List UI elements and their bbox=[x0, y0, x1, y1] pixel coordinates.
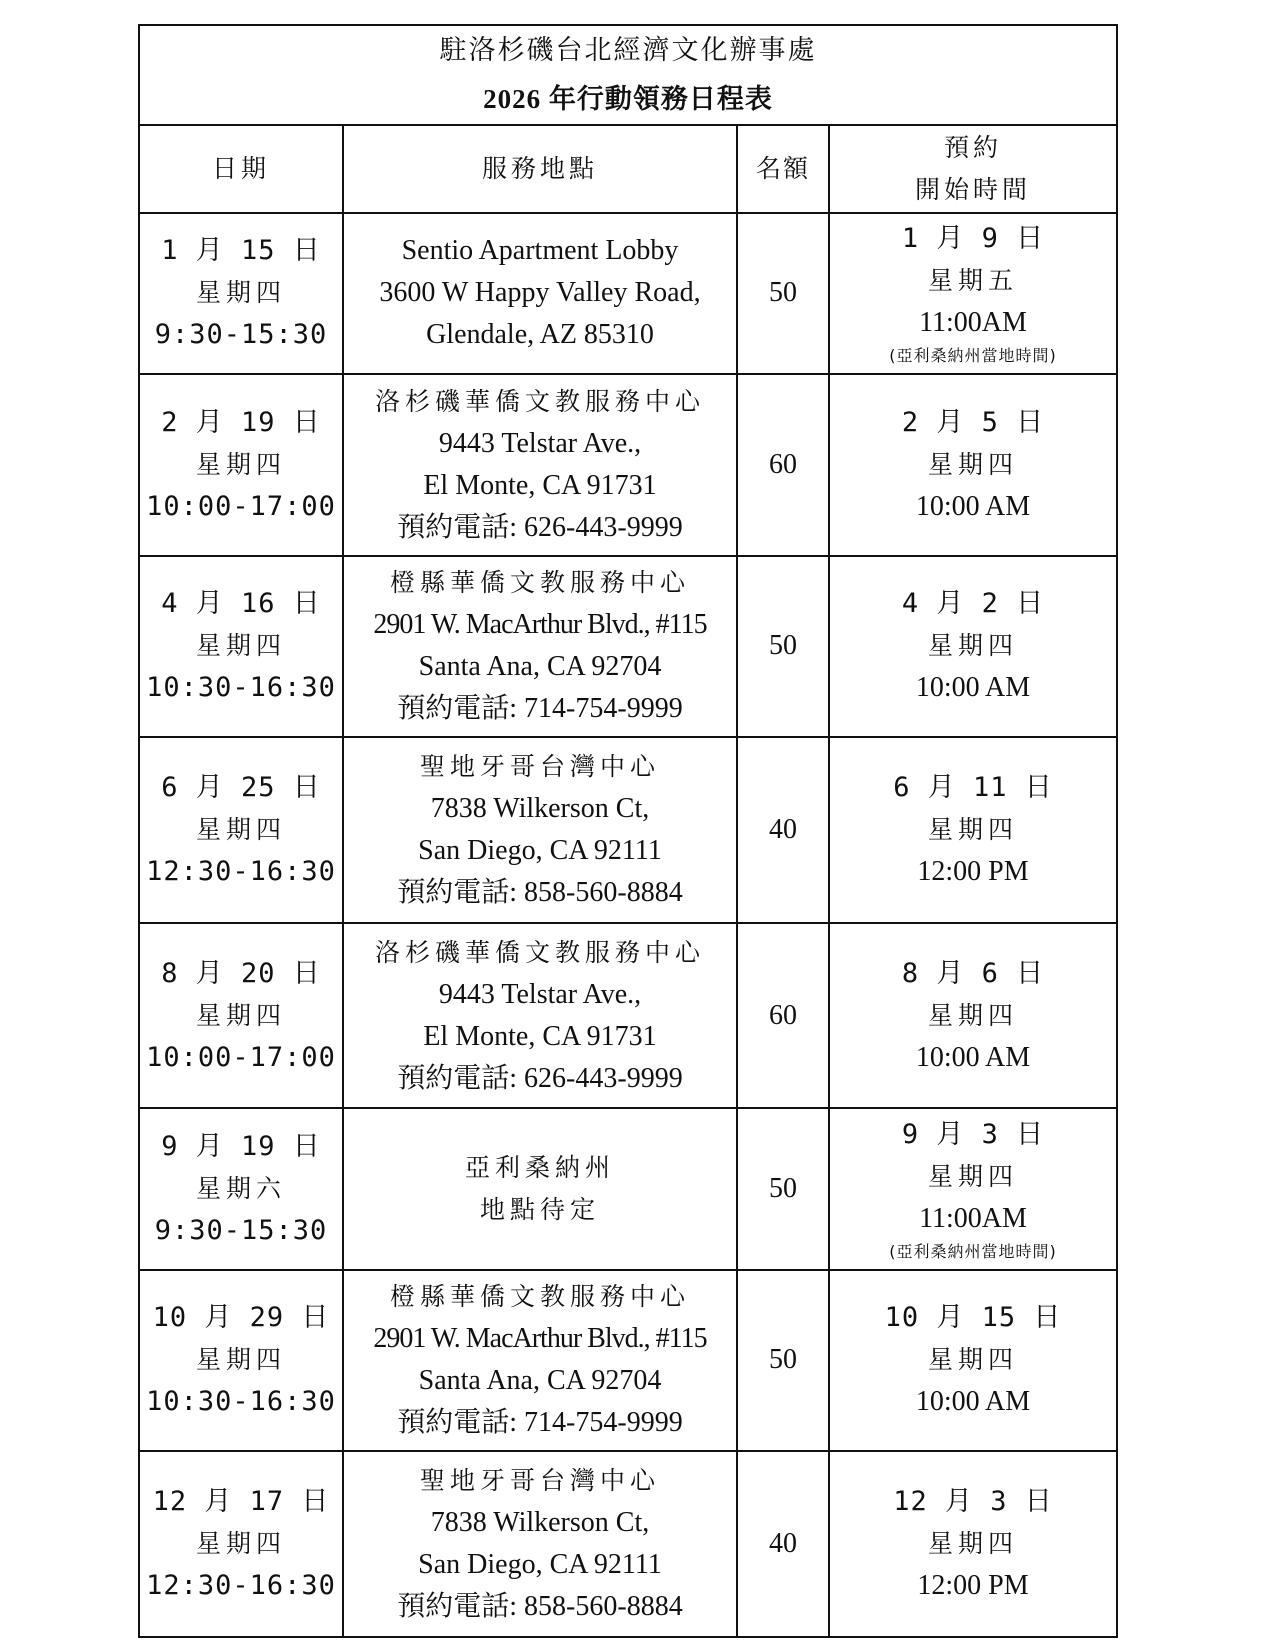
location-cell bbox=[343, 1270, 737, 1452]
quota-cell: 60 bbox=[737, 374, 829, 556]
address-line-2: San Diego, CA 92111 bbox=[418, 834, 662, 866]
service-date-cell bbox=[139, 213, 343, 374]
schedule-body bbox=[139, 213, 1117, 1637]
location-name: 洛杉磯華僑文教服務中心 bbox=[374, 937, 705, 967]
booking-time: 10:00 AM bbox=[915, 1041, 1031, 1073]
location-name: 橙縣華僑文教服務中心 bbox=[389, 1282, 690, 1312]
address-line-2: El Monte, CA 91731 bbox=[423, 1020, 657, 1052]
service-hours: 9:30-15:30 bbox=[154, 319, 328, 351]
service-weekday: 星期四 bbox=[195, 1529, 286, 1559]
booking-phone: 預約電話: 626-443-9999 bbox=[397, 511, 683, 543]
header-booking-line2: 開始時間 bbox=[914, 174, 1031, 204]
schedule-row bbox=[139, 1108, 1117, 1269]
address-line-2: El Monte, CA 91731 bbox=[423, 469, 657, 501]
service-date: 2 月 19 日 bbox=[161, 406, 321, 438]
booking-phone: 預約電話: 714-754-9999 bbox=[397, 693, 683, 725]
address-line-2: Santa Ana, CA 92704 bbox=[418, 1365, 662, 1397]
service-date-cell bbox=[139, 556, 343, 738]
location-name: 洛杉磯華僑文教服務中心 bbox=[374, 386, 705, 416]
address-line-2: 3600 W Happy Valley Road, bbox=[379, 277, 701, 309]
booking-time: 10:00 AM bbox=[915, 490, 1031, 522]
booking-time: 11:00AM bbox=[919, 307, 1027, 339]
service-date-cell bbox=[139, 737, 343, 923]
booking-date: 2 月 5 日 bbox=[901, 406, 1045, 438]
service-weekday: 星期四 bbox=[195, 631, 286, 661]
booking-date: 10 月 15 日 bbox=[884, 1302, 1062, 1334]
location-cell bbox=[343, 1108, 737, 1269]
quota-cell: 50 bbox=[737, 213, 829, 374]
service-hours: 10:00-17:00 bbox=[146, 490, 336, 522]
schedule-row bbox=[139, 737, 1117, 923]
location-cell bbox=[343, 374, 737, 556]
service-date-cell bbox=[139, 923, 343, 1109]
booking-start-cell bbox=[829, 1451, 1117, 1637]
location-name: 聖地牙哥台灣中心 bbox=[419, 751, 660, 781]
service-date: 4 月 16 日 bbox=[161, 588, 321, 620]
schedule-row bbox=[139, 1270, 1117, 1452]
quota-cell: 50 bbox=[737, 1108, 829, 1269]
address-line-2: Santa Ana, CA 92704 bbox=[418, 651, 662, 683]
office-name: 駐洛杉磯台北經濟文化辦事處 bbox=[439, 34, 817, 66]
booking-date: 9 月 3 日 bbox=[901, 1119, 1045, 1151]
booking-start-cell bbox=[829, 213, 1117, 374]
booking-date: 6 月 11 日 bbox=[893, 771, 1053, 803]
service-weekday: 星期六 bbox=[195, 1174, 286, 1204]
schedule-row bbox=[139, 374, 1117, 556]
booking-time: 12:00 PM bbox=[917, 855, 1029, 887]
location-tbd: 地點待定 bbox=[479, 1195, 600, 1225]
quota-cell: 50 bbox=[737, 1270, 829, 1452]
booking-weekday: 星期四 bbox=[927, 449, 1018, 479]
service-weekday: 星期四 bbox=[195, 814, 286, 844]
booking-start-cell bbox=[829, 1270, 1117, 1452]
service-weekday: 星期四 bbox=[195, 278, 286, 308]
booking-weekday: 星期四 bbox=[927, 814, 1018, 844]
timezone-note: (亞利桑納州當地時間) bbox=[889, 1242, 1057, 1262]
booking-weekday: 星期四 bbox=[927, 1000, 1018, 1030]
location-cell bbox=[343, 923, 737, 1109]
quota-cell: 50 bbox=[737, 556, 829, 738]
address-line-1: 9443 Telstar Ave., bbox=[438, 978, 642, 1010]
service-hours: 10:30-16:30 bbox=[146, 672, 336, 704]
quota-cell: 40 bbox=[737, 1451, 829, 1637]
header-row bbox=[139, 125, 1117, 213]
header-date: 日期 bbox=[139, 125, 343, 213]
service-hours: 9:30-15:30 bbox=[154, 1215, 328, 1247]
service-date-cell bbox=[139, 1270, 343, 1452]
location-name: 亞利桑納州 bbox=[464, 1153, 615, 1183]
title-row bbox=[139, 25, 1117, 125]
address-line-1: 2901 W. MacArthur Blvd., #115 bbox=[373, 1323, 707, 1355]
booking-start-cell bbox=[829, 374, 1117, 556]
booking-time: 10:00 AM bbox=[915, 1386, 1031, 1418]
address-line-2: San Diego, CA 92111 bbox=[418, 1549, 662, 1581]
service-date-cell bbox=[139, 1451, 343, 1637]
service-date: 9 月 19 日 bbox=[161, 1131, 321, 1163]
location-cell bbox=[343, 213, 737, 374]
service-hours: 12:30-16:30 bbox=[146, 1570, 336, 1602]
booking-phone: 預約電話: 858-560-8884 bbox=[397, 876, 683, 908]
booking-weekday: 星期四 bbox=[927, 1162, 1018, 1192]
booking-time: 11:00AM bbox=[919, 1203, 1027, 1235]
booking-phone: 預約電話: 858-560-8884 bbox=[397, 1591, 683, 1623]
booking-weekday: 星期五 bbox=[927, 266, 1018, 296]
booking-weekday: 星期四 bbox=[927, 631, 1018, 661]
service-weekday: 星期四 bbox=[195, 1345, 286, 1375]
location-cell bbox=[343, 1451, 737, 1637]
schedule-row bbox=[139, 923, 1117, 1109]
schedule-table bbox=[138, 24, 1118, 1638]
header-location: 服務地點 bbox=[343, 125, 737, 213]
location-cell bbox=[343, 737, 737, 923]
service-date: 10 月 29 日 bbox=[152, 1302, 330, 1334]
location-name: 橙縣華僑文教服務中心 bbox=[389, 568, 690, 598]
address-line-1: 9443 Telstar Ave., bbox=[438, 427, 642, 459]
booking-phone: 預約電話: 626-443-9999 bbox=[397, 1062, 683, 1094]
schedule-title: 2026 年行動領務日程表 bbox=[483, 83, 773, 114]
timezone-note: (亞利桑納州當地時間) bbox=[889, 346, 1057, 366]
service-hours: 10:30-16:30 bbox=[146, 1386, 336, 1418]
service-date: 6 月 25 日 bbox=[161, 771, 321, 803]
booking-time: 10:00 AM bbox=[915, 672, 1031, 704]
header-quota: 名額 bbox=[737, 125, 829, 213]
booking-weekday: 星期四 bbox=[927, 1345, 1018, 1375]
service-date: 1 月 15 日 bbox=[161, 235, 321, 267]
header-booking-start bbox=[829, 125, 1117, 213]
service-date-cell bbox=[139, 1108, 343, 1269]
table-title bbox=[139, 25, 1117, 125]
schedule-row bbox=[139, 556, 1117, 738]
schedule-row bbox=[139, 213, 1117, 374]
header-booking-line1: 預約 bbox=[943, 132, 1002, 162]
booking-date: 1 月 9 日 bbox=[901, 223, 1045, 255]
schedule-row bbox=[139, 1451, 1117, 1637]
service-date-cell bbox=[139, 374, 343, 556]
booking-date: 4 月 2 日 bbox=[901, 588, 1045, 620]
address-line-1: 2901 W. MacArthur Blvd., #115 bbox=[373, 609, 707, 641]
location-cell bbox=[343, 556, 737, 738]
location-name: 聖地牙哥台灣中心 bbox=[419, 1466, 660, 1496]
service-hours: 12:30-16:30 bbox=[146, 855, 336, 887]
service-hours: 10:00-17:00 bbox=[146, 1041, 336, 1073]
quota-cell: 60 bbox=[737, 923, 829, 1109]
booking-start-cell bbox=[829, 737, 1117, 923]
booking-phone: 預約電話: 714-754-9999 bbox=[397, 1407, 683, 1439]
address-line-1: 7838 Wilkerson Ct, bbox=[430, 1507, 650, 1539]
booking-date: 8 月 6 日 bbox=[901, 957, 1045, 989]
booking-weekday: 星期四 bbox=[927, 1529, 1018, 1559]
booking-date: 12 月 3 日 bbox=[893, 1486, 1053, 1518]
quota-cell: 40 bbox=[737, 737, 829, 923]
service-date: 12 月 17 日 bbox=[152, 1486, 330, 1518]
booking-start-cell bbox=[829, 1108, 1117, 1269]
booking-start-cell bbox=[829, 923, 1117, 1109]
service-weekday: 星期四 bbox=[195, 1000, 286, 1030]
service-date: 8 月 20 日 bbox=[161, 957, 321, 989]
address-line-1: 7838 Wilkerson Ct, bbox=[430, 792, 650, 824]
booking-start-cell bbox=[829, 556, 1117, 738]
service-weekday: 星期四 bbox=[195, 449, 286, 479]
address-line-3: Glendale, AZ 85310 bbox=[426, 319, 654, 351]
booking-time: 12:00 PM bbox=[917, 1570, 1029, 1602]
address-line-1: Sentio Apartment Lobby bbox=[401, 235, 679, 267]
